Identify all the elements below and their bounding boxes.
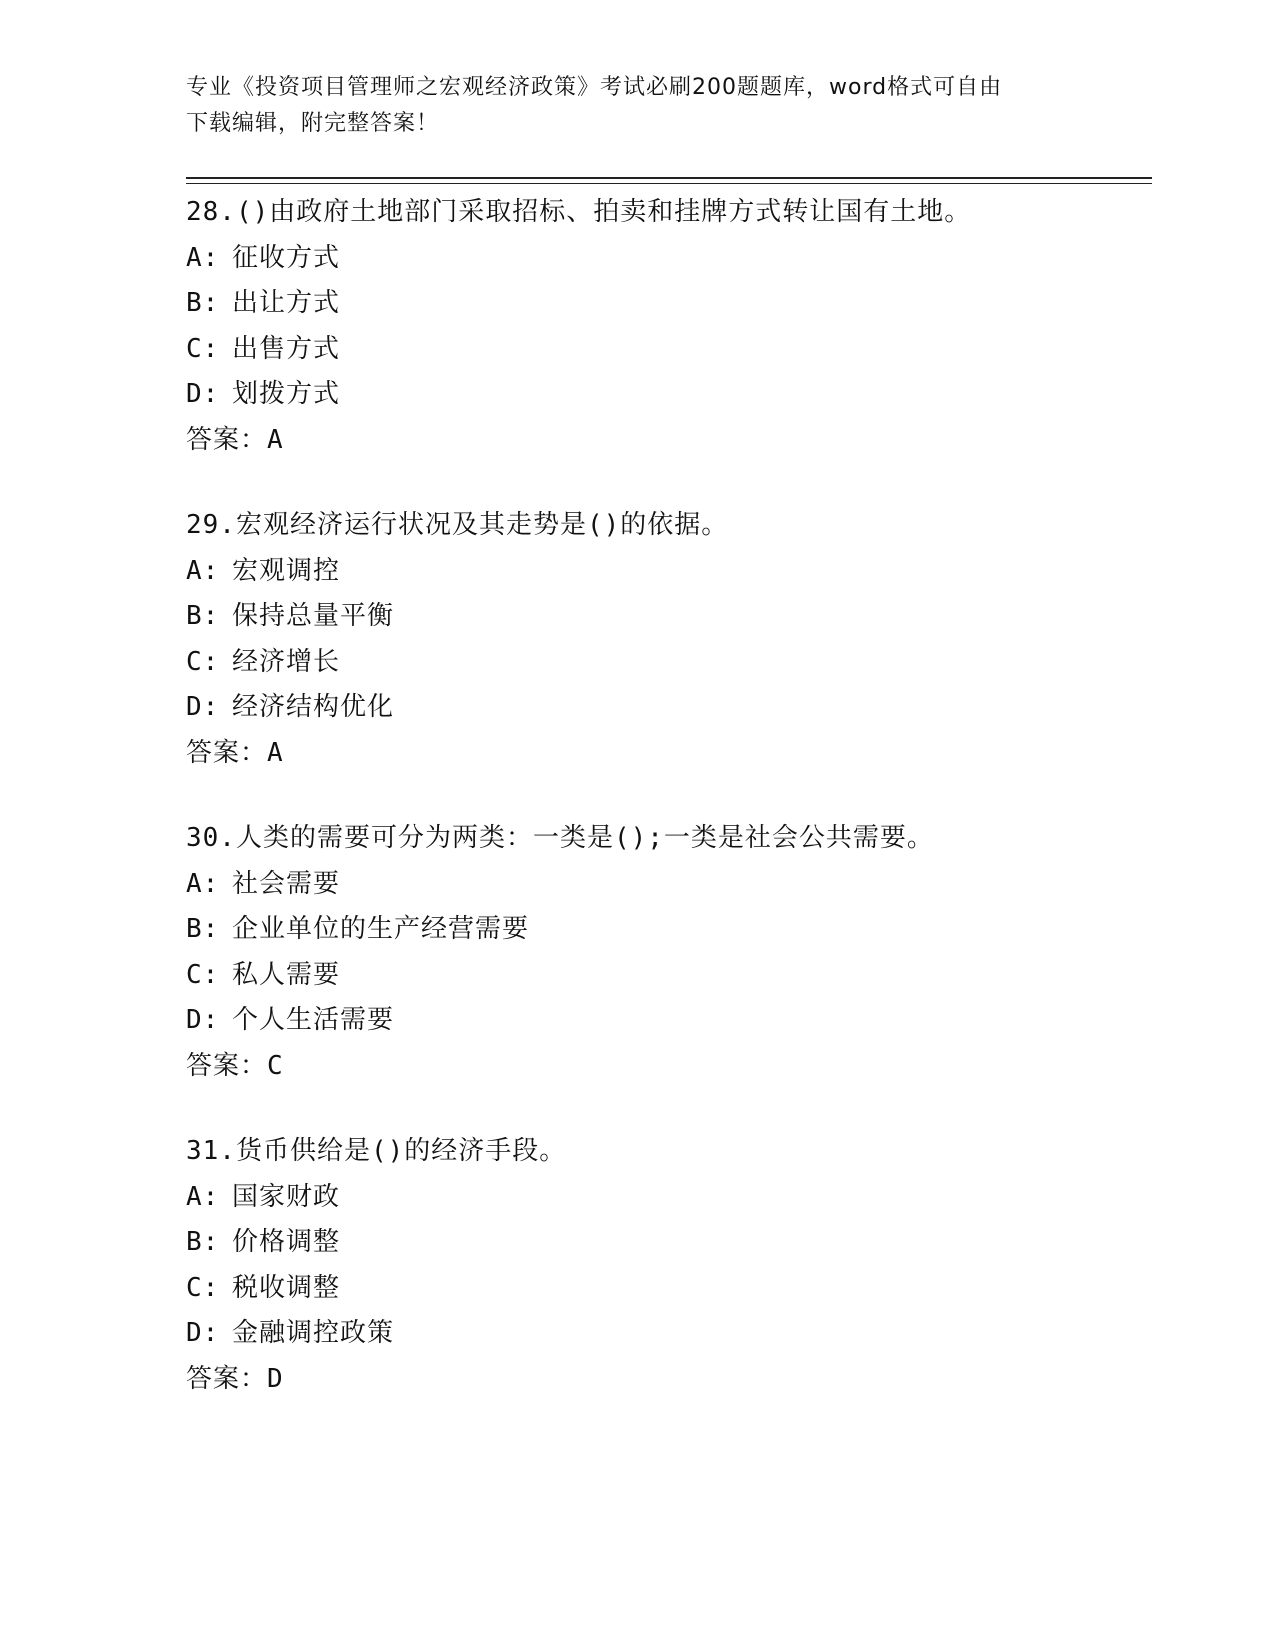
option-text: 经济增长 [232, 646, 341, 677]
header-line-2: 下载编辑，附完整答案！ [186, 111, 440, 136]
option-c [186, 953, 1152, 999]
answer-label: 答案： [186, 1363, 268, 1394]
answer-value: A [267, 424, 284, 455]
answer-line [186, 1044, 1152, 1090]
document-header [186, 70, 1066, 142]
answer-label: 答案： [186, 1050, 268, 1081]
option-letter: B: [186, 601, 220, 631]
option-a [186, 862, 1152, 908]
option-text: 社会需要 [232, 868, 341, 899]
answer-line [186, 1357, 1152, 1403]
option-letter: D: [186, 692, 220, 722]
option-b [186, 281, 1152, 327]
option-c [186, 640, 1152, 686]
option-a [186, 549, 1152, 595]
option-text: 国家财政 [232, 1181, 341, 1212]
answer-label: 答案： [186, 737, 268, 768]
option-text: 征收方式 [232, 242, 341, 273]
option-b [186, 1220, 1152, 1266]
option-letter: D: [186, 1318, 220, 1348]
option-text: 价格调整 [232, 1227, 341, 1257]
option-letter: D: [186, 379, 220, 409]
answer-label: 答案： [186, 424, 268, 455]
option-letter: A: [186, 868, 220, 899]
option-text: 保持总量平衡 [232, 601, 395, 631]
option-letter: A: [186, 555, 220, 586]
option-text: 税收调整 [232, 1272, 341, 1303]
question-text: 30.人类的需要可分为两类：一类是();一类是社会公共需要。 [186, 823, 934, 853]
question-block [186, 503, 1152, 776]
option-text: 企业单位的生产经营需要 [232, 914, 530, 944]
option-letter: A: [186, 1181, 220, 1212]
option-b [186, 907, 1152, 953]
option-c [186, 1266, 1152, 1312]
option-c [186, 327, 1152, 373]
option-letter: A: [186, 242, 220, 273]
header-divider-thin [186, 183, 1152, 184]
option-letter: C: [186, 959, 220, 990]
option-text: 宏观调控 [232, 555, 341, 586]
option-letter: D: [186, 1005, 220, 1035]
question-text: 29.宏观经济运行状况及其走势是()的依据。 [186, 510, 729, 540]
option-text: 金融调控政策 [232, 1318, 395, 1348]
option-letter: C: [186, 1272, 220, 1303]
option-text: 经济结构优化 [232, 692, 395, 722]
question-block [186, 816, 1152, 1089]
option-letter: B: [186, 1227, 220, 1257]
option-text: 个人生活需要 [232, 1005, 395, 1035]
option-text: 划拨方式 [232, 379, 341, 409]
question-text: 31.货币供给是()的经济手段。 [186, 1136, 567, 1166]
option-d [186, 998, 1152, 1044]
option-letter: C: [186, 333, 220, 364]
option-letter: C: [186, 646, 220, 677]
option-letter: B: [186, 914, 220, 944]
option-a [186, 236, 1152, 282]
option-d [186, 1311, 1152, 1357]
question-block [186, 1129, 1152, 1402]
question-list [186, 190, 1152, 1442]
question-block [186, 190, 1152, 463]
answer-value: D [267, 1363, 284, 1394]
header-divider-thick [186, 177, 1152, 179]
option-a [186, 1175, 1152, 1221]
option-text: 私人需要 [232, 959, 341, 990]
answer-line [186, 418, 1152, 464]
option-text: 出让方式 [232, 288, 341, 318]
answer-line [186, 731, 1152, 777]
header-line-1: 专业《投资项目管理师之宏观经济政策》考试必刷200题题库，word格式可自由 [186, 75, 1003, 100]
option-text: 出售方式 [232, 333, 341, 364]
option-d [186, 372, 1152, 418]
answer-value: C [267, 1050, 284, 1081]
answer-value: A [267, 737, 284, 768]
option-d [186, 685, 1152, 731]
option-letter: B: [186, 288, 220, 318]
question-text: 28.()由政府土地部门采取招标、拍卖和挂牌方式转让国有土地。 [186, 197, 972, 227]
option-b [186, 594, 1152, 640]
